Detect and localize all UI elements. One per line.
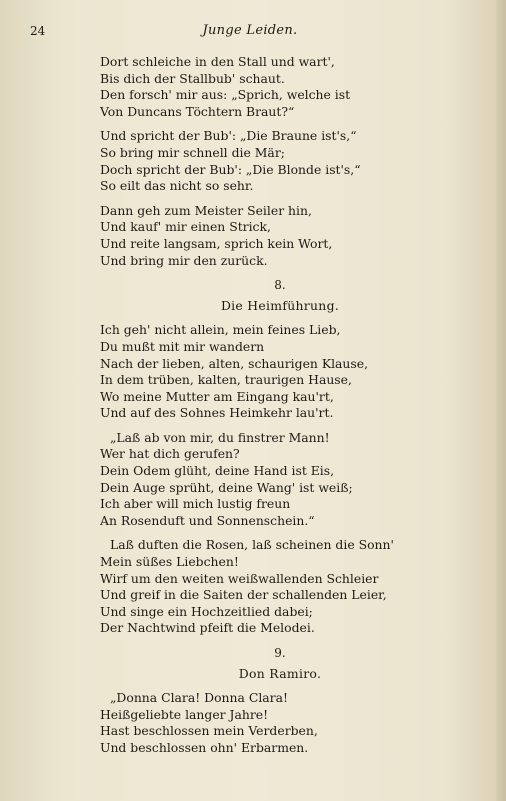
section-number: 9.: [274, 646, 286, 660]
stanza: [100, 128, 460, 194]
verse-line: Wer hat dich gerufen?: [100, 446, 240, 462]
verse-line: Und bring mir den zurück.: [100, 252, 268, 268]
verse-line: Dein Odem glüht, deine Hand ist Eis,: [100, 463, 335, 479]
stanza: [100, 537, 460, 637]
verse-line: Und greif in die Saiten der schallenden Leier,: [100, 587, 387, 603]
verse-line: Und kauf' mir einen Strick,: [100, 219, 271, 235]
stanza: [100, 54, 460, 120]
verse-line: Der Nachtwind pfeift die Melodei.: [100, 620, 315, 636]
verse-line: Dann geh zum Meister Seiler hin,: [100, 202, 312, 218]
running-title: Junge Leiden.: [202, 23, 298, 38]
verse-line: Laß duften die Rosen, laß scheinen die Sonn': [110, 537, 394, 553]
verse-line: Dort schleiche in den Stall und wart',: [100, 54, 335, 69]
verse-line: Und beschlossen ohn' Erbarmen.: [100, 739, 309, 755]
section-title: Don Ramiro.: [238, 665, 322, 681]
page-header: [30, 22, 470, 42]
verse-line: Wo meine Mutter am Eingang kau'rt,: [100, 388, 334, 404]
verse-line: So eilt das nicht so sehr.: [100, 178, 254, 194]
stanza: [100, 690, 460, 756]
verse-line: Ich geh' nicht allein, mein feines Lieb,: [100, 322, 341, 338]
verse-line: Und auf des Sohnes Heimkehr lau'rt.: [100, 405, 334, 421]
stanza: [100, 430, 460, 530]
verse-line: Hast beschlossen mein Verderben,: [100, 723, 318, 739]
verse-line: Du mußt mit mir wandern: [100, 338, 265, 354]
verse-line: Nach der lieben, alten, schaurigen Klause,: [100, 355, 369, 371]
verse-line: Dein Auge sprüht, deine Wang' ist weiß;: [100, 479, 353, 495]
page-edge: [496, 0, 506, 801]
section-number: 8.: [274, 278, 286, 293]
verse-line: Und spricht der Bub': „Die Braune ist's,“: [100, 128, 357, 144]
stanza: [100, 322, 460, 422]
page-number: 24: [30, 24, 46, 38]
verse-line: Und singe ein Hochzeitlied dabei;: [100, 603, 313, 619]
verse-line: Ich aber will mich lustig freun: [100, 496, 291, 512]
verse-line: „Laß ab von mir, du finstrer Mann!: [110, 429, 330, 445]
verse-line: So bring mir schnell die Mär;: [100, 144, 285, 160]
verse-line: „Donna Clara! Donna Clara!: [110, 690, 288, 706]
verse-line: Und reite langsam, sprich kein Wort,: [100, 235, 333, 251]
section-title: Die Heimführung.: [220, 297, 340, 313]
poem-text: [100, 54, 460, 765]
verse-line: In dem trüben, kalten, traurigen Hause,: [100, 372, 352, 388]
stanza: [100, 203, 460, 269]
verse-line: Bis dich der Stallbub' schaut.: [100, 70, 285, 86]
verse-line: Mein süßes Liebchen!: [100, 554, 239, 570]
verse-line: An Rosenduft und Sonnenschein.“: [100, 512, 315, 528]
verse-line: Wirf um den weiten weißwallenden Schleier: [100, 570, 379, 586]
verse-line: Doch spricht der Bub': „Die Blonde ist's,“: [100, 161, 361, 177]
verse-line: Von Duncans Töchtern Braut?“: [100, 103, 295, 119]
verse-line: Den forsch' mir aus: „Sprich, welche ist: [100, 87, 351, 103]
verse-line: Heißgeliebte langer Jahre!: [100, 706, 269, 722]
